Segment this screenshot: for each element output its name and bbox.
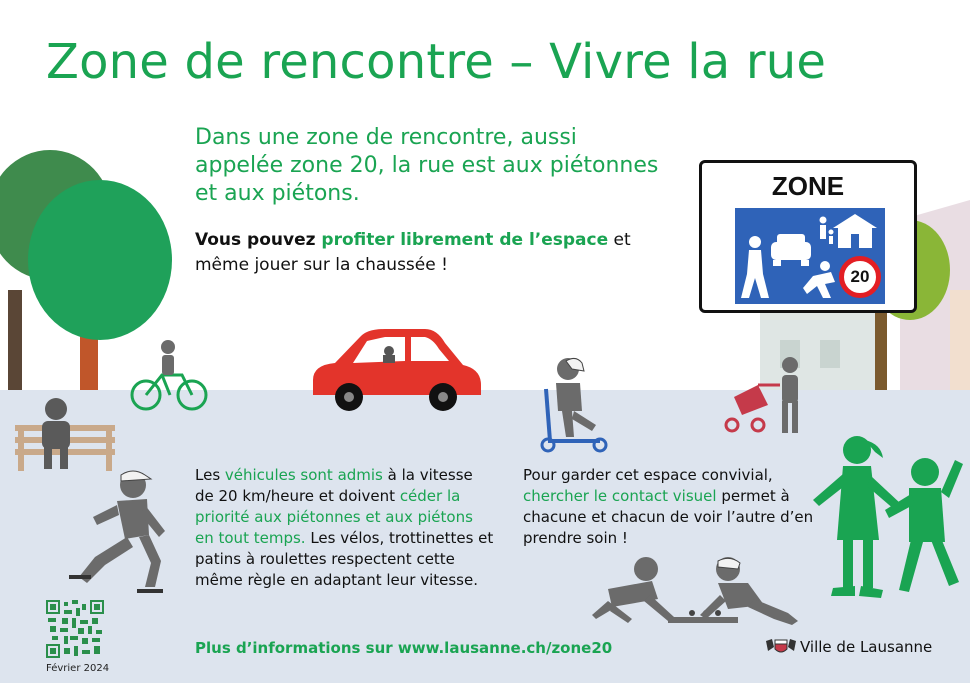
sign-label: ZONE (771, 171, 845, 201)
page-title: Zone de rencontre – Vivre la rue (46, 34, 827, 90)
car-illustration (305, 325, 485, 415)
intro-text: Dans une zone de rencontre, aussi appelée zone 20, la rue est aux piétonnes et aux piétons. (195, 125, 659, 206)
speed-limit-badge: 20 (839, 256, 881, 298)
lead-bold: Vous pouvez (195, 230, 322, 250)
scooter-kid-illustration (520, 355, 620, 455)
paragraph-contact (523, 465, 823, 549)
para-right-part1: Pour garder cet espace convivial, (523, 466, 773, 484)
kids-playing-ground-illustration (588, 555, 803, 630)
para-left-highlight2: céder la priorité aux piétonnes et aux piétons en tout temps. (195, 487, 473, 547)
para-right-highlight: chercher le contact visuel (523, 487, 717, 505)
city-name: Ville de Lausanne (800, 638, 933, 656)
para-left-highlight1: véhicules sont admis (224, 466, 383, 484)
playing-kids-illustration (805, 430, 970, 605)
lausanne-crest-icon (764, 637, 798, 657)
more-info-link[interactable]: Plus d’informations sur www.lausanne.ch/zone20 (195, 639, 613, 657)
para-left-part3: Les vélos, trottinettes et patins à roulettes respectent cette même règle en adaptant leur vitesse. (195, 529, 494, 589)
zone-sign (699, 160, 917, 313)
publication-date: Février 2024 (46, 663, 110, 674)
bench-illustration (10, 395, 120, 475)
qr-code-icon[interactable] (46, 600, 104, 658)
para-left-part2: à la vitesse de 20 km/heure et doivent (195, 466, 473, 505)
lead-text (195, 228, 675, 278)
lead-rest: et même jouer sur la chaussée ! (195, 230, 631, 275)
para-right-part2: permet à chacune et chacun de voir l’autre d’en prendre soin ! (523, 487, 814, 547)
cyclist-illustration (130, 335, 210, 415)
lead-highlight: profiter librement de l’espace (321, 230, 609, 250)
paragraph-vehicles (195, 465, 495, 591)
stroller-parent-illustration (718, 355, 808, 440)
rollerblader-illustration (65, 465, 175, 600)
sign-panel (735, 208, 885, 304)
para-left-part1: Les (195, 466, 225, 484)
